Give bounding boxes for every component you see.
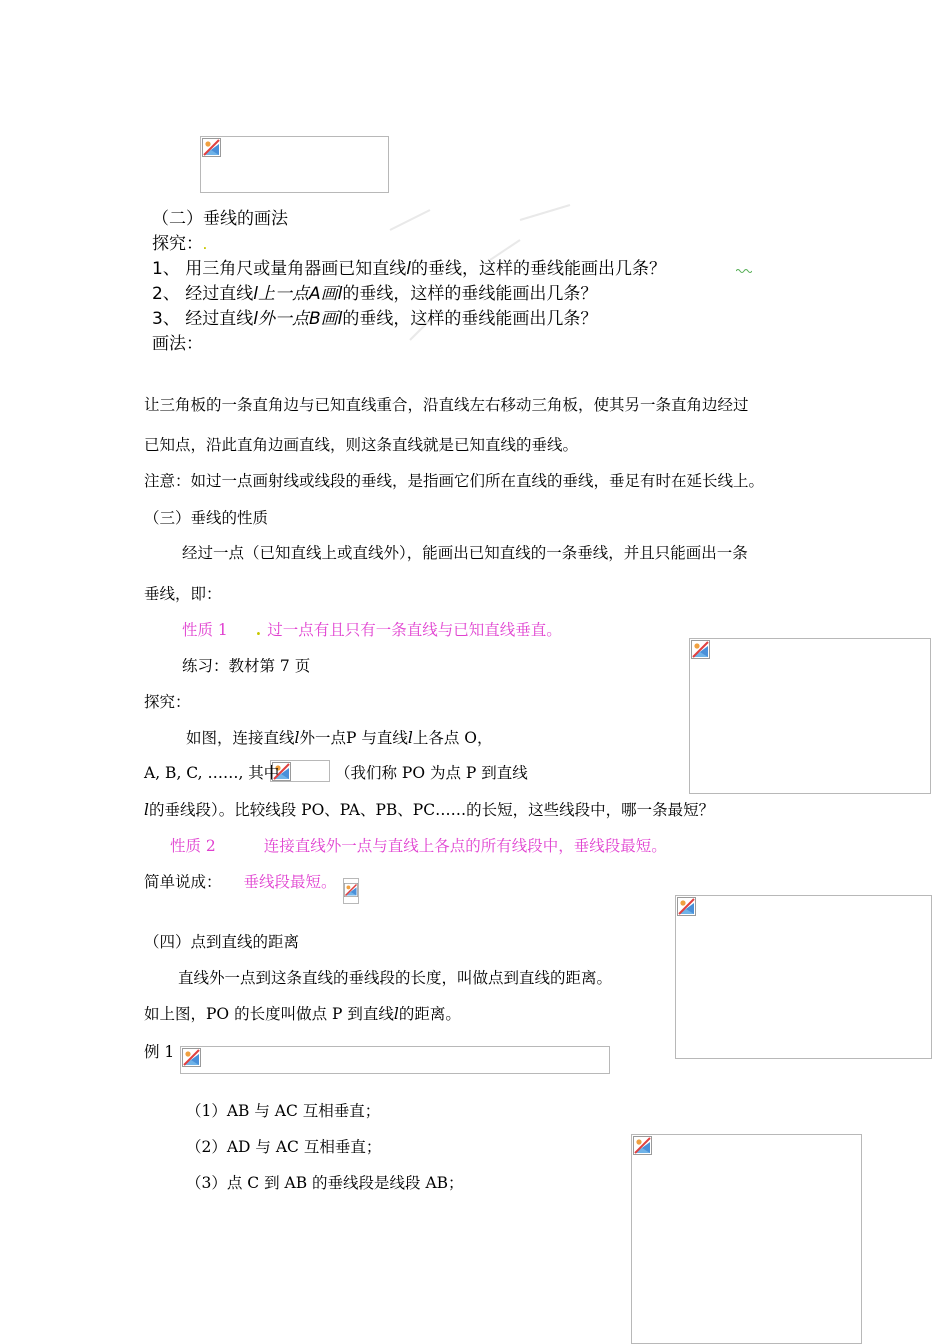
fig-var-l2: l	[407, 729, 413, 747]
section4-heading: （四）点到直线的距离	[144, 933, 300, 951]
q3-var-B: B	[308, 309, 321, 329]
q2-var-A: A	[308, 284, 321, 304]
figure-description	[186, 726, 492, 748]
example1-label: 例 1	[144, 1043, 175, 1061]
wavy-underline	[736, 268, 752, 274]
simple-text: 垂线段最短。	[243, 873, 337, 891]
explore-label: 探究：.	[152, 234, 207, 254]
q2-var-l2: l	[337, 284, 343, 304]
image-placeholder-right-1	[689, 638, 931, 794]
q3-text-d: 的垂线，这样的垂线能画出几条？	[342, 309, 598, 329]
image-placeholder-right-3	[631, 1134, 862, 1344]
distance-text-a: 如上图，PO 的长度叫做点 P 到直线	[144, 1005, 394, 1023]
q2-text-a: 2、 经过直线	[152, 284, 254, 304]
prop1-text: 过一点有且只有一条直线与已知直线垂直。	[267, 621, 562, 639]
section3-heading: （三）垂线的性质	[144, 509, 269, 527]
q1-var-l: l	[406, 259, 411, 279]
fig-text-b: 外一点P 与直线	[299, 729, 408, 747]
distance-var-l: l	[393, 1005, 399, 1023]
q2-text-b: 上一点	[257, 284, 309, 304]
points-list: A, B, C, ……, 其中	[144, 764, 280, 782]
image-placeholder-example	[180, 1046, 610, 1074]
image-placeholder-right-2	[675, 895, 932, 1059]
section3-line-1: 经过一点（已知直线上或直线外），能画出已知直线的一条垂线，并且只能画出一条	[182, 544, 748, 562]
broken-image-icon	[344, 883, 358, 897]
fig-text-c: 上各点 O，	[412, 729, 493, 747]
q2-var-l: l	[253, 284, 258, 304]
fig-text-a: 如图，连接直线	[186, 729, 295, 747]
broken-image-icon	[691, 640, 710, 659]
method-line-1: 让三角板的一条直角边与已知直线重合，沿直线左右移动三角板，使其另一条直角边经过	[144, 396, 749, 414]
image-placeholder-small	[343, 878, 359, 904]
example1-item-3: （3）点 C 到 AB 的垂线段是线段 AB；	[186, 1174, 464, 1192]
q3-text-b: 外一点	[257, 309, 309, 329]
perp-var-l: l	[144, 801, 149, 819]
q2-text-d: 的垂线，这样的垂线能画出几条？	[342, 284, 598, 304]
question-3	[152, 304, 597, 329]
property-2	[170, 834, 667, 856]
prop1-label: 性质 1	[182, 621, 228, 639]
explore-text: 探究：	[152, 234, 203, 254]
q1-text-a: 1、 用三角尺或量角器画已知直线	[152, 259, 407, 279]
q2-text-c: 画	[320, 284, 338, 304]
perpendicular-segment-text	[144, 798, 714, 820]
prop2-label: 性质 2	[170, 837, 216, 855]
prop2-text: 连接直线外一点与直线上各点的所有线段中，垂线段最短。	[263, 837, 667, 855]
method-label: 画法：	[152, 334, 203, 354]
simple-statement	[144, 870, 337, 892]
broken-image-icon	[182, 1048, 201, 1067]
broken-image-icon	[633, 1136, 652, 1155]
q3-text-c: 画	[320, 309, 338, 329]
distance-example	[144, 1002, 461, 1024]
question-1	[152, 254, 666, 279]
question-2	[152, 279, 597, 304]
property-1: 性质 1 . 过一点有且只有一条直线与已知直线垂直。	[182, 620, 562, 639]
simple-label: 简单说成：	[144, 873, 222, 891]
q3-text-a: 3、 经过直线	[152, 309, 254, 329]
section2-heading: （二）垂线的画法	[152, 209, 288, 229]
fig-var-l: l	[294, 729, 300, 747]
we-call-text: （我们称 PO 为点 P 到直线	[335, 764, 528, 782]
note-text: 注意：如过一点画射线或线段的垂线，是指画它们所在直线的垂线，垂足有时在延长线上。	[144, 472, 765, 490]
explore-label-2: 探究：	[144, 693, 191, 711]
perp-text: 的垂线段）。比较线段 PO、PA、PB、PC……的长短，这些线段中，哪一条最短？	[148, 801, 715, 819]
broken-image-icon	[202, 138, 221, 157]
example1-item-2: （2）AD 与 AC 互相垂直；	[186, 1138, 382, 1156]
broken-image-icon	[677, 897, 696, 916]
exercise-text: 练习：教材第 7 页	[182, 657, 311, 675]
section3-line-2: 垂线，即：	[144, 585, 222, 603]
q3-var-l: l	[253, 309, 258, 329]
q1-text-b: 的垂线，这样的垂线能画出几条？	[410, 259, 666, 279]
method-line-2: 已知点，沿此直角边画直线，则这条直线就是已知直线的垂线。	[144, 436, 579, 454]
q3-var-l2: l	[337, 309, 343, 329]
distance-definition: 直线外一点到这条直线的垂线段的长度，叫做点到直线的距离。	[178, 969, 613, 987]
image-placeholder-top	[200, 136, 389, 193]
distance-text-b: 的距离。	[398, 1005, 461, 1023]
example1-item-1: （1）AB 与 AC 互相垂直；	[186, 1102, 381, 1120]
